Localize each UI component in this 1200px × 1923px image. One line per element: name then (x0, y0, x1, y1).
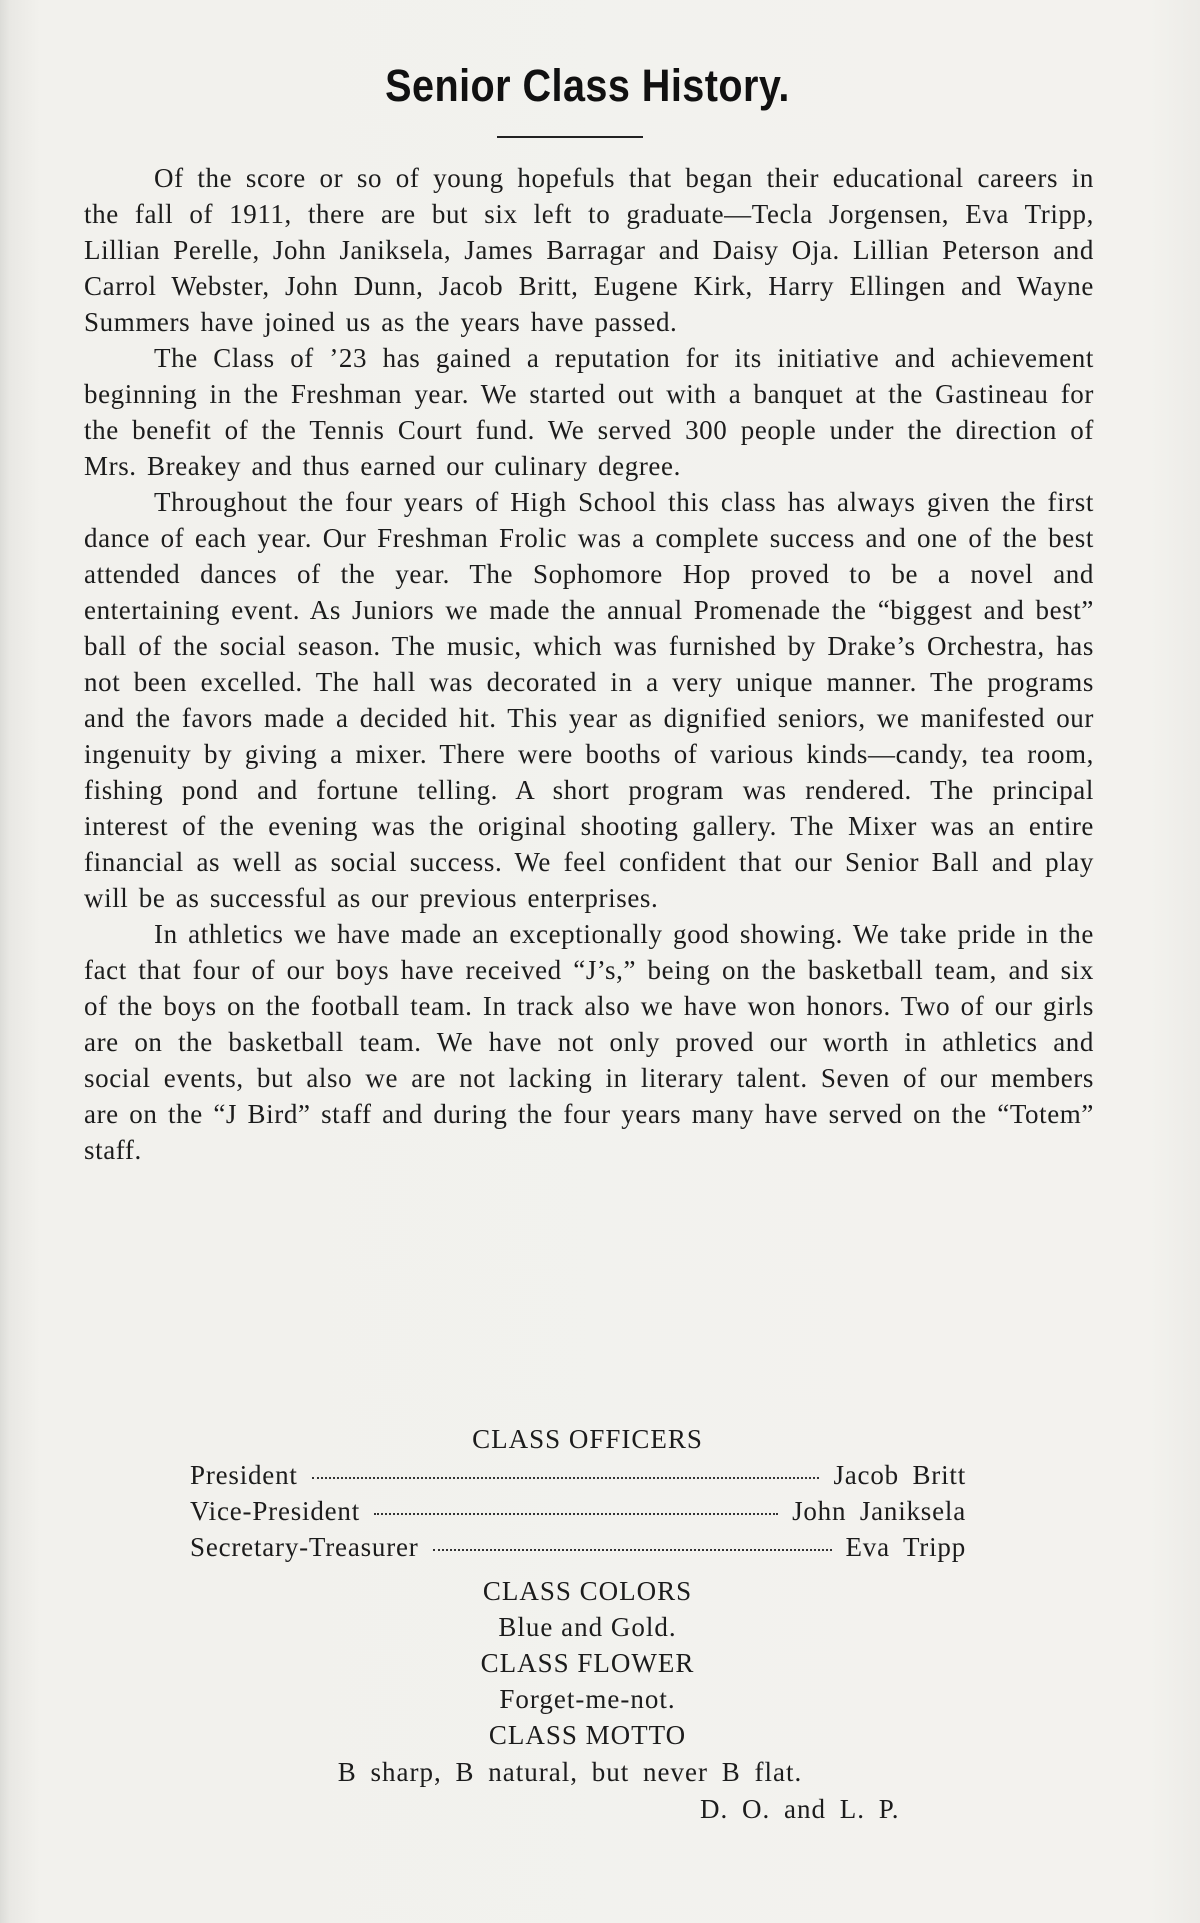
author-initials: D. O. and L. P. (700, 1794, 900, 1824)
title-underline (497, 136, 643, 138)
officer-role: Vice-President (190, 1496, 361, 1526)
paragraph-1: Of the score or so of young hopefuls that began their educational careers in the fall of 1911, there are but six left to graduate—Tecla Jorgensen, Eva Tripp, Lillian Perelle, John Janiksela, James Barragar and Daisy Oja. Lillian Peterson and Carrol Webster, John Dunn, Jacob Britt, Eugene Kirk, Harry Ellingen and Wayne Summers have joined us as the years have passed. (84, 163, 1094, 337)
paragraph-4: In athletics we have made an exceptionally good showing. We take pride in the fact that four of our boys have received “J’s,” being on the basketball team, and six of the boys on the football team. In track also we have won honors. Two of our girls are on the basketball team. We have not only proved our worth in athletics and social events, but also we are not lacking in literary talent. Seven of our members are on the “J Bird” staff and during the four years many have served on the “Totem” staff. (84, 919, 1094, 1165)
officer-role: Secretary-Treasurer (190, 1532, 419, 1562)
class-flower-heading: CLASS FLOWER (480, 1648, 695, 1678)
class-motto-heading: CLASS MOTTO (488, 1720, 687, 1750)
leader-dots (374, 1513, 778, 1515)
class-flower-value: Forget-me-not. (499, 1684, 676, 1714)
officer-row-secretary-treasurer (190, 1532, 966, 1568)
leader-dots (433, 1549, 832, 1551)
officer-role: President (190, 1460, 298, 1490)
history-body (84, 160, 1094, 1168)
officer-name: Eva Tripp (845, 1532, 966, 1562)
class-motto-value: B sharp, B natural, but never B flat. (337, 1757, 803, 1787)
officer-row-vice-president (190, 1496, 966, 1532)
page-title: Senior Class History. (385, 60, 790, 111)
officer-name: Jacob Britt (833, 1460, 966, 1490)
paragraph-3: Throughout the four years of High School this class has always given the first dance of each year. Our Freshman Frolic was a complete success and one of the best attended dances of the year. The Sophomore Hop proved to be a novel and entertaining event. As Juniors we made the annual Promenade the “biggest and best” ball of the social season. The music, which was furnished by Drake’s Orchestra, has not been excelled. The hall was decorated in a very unique manner. The programs and the favors made a decided hit. This year as dignified seniors, we manifested our ingenuity by giving a mixer. There were booths of various kinds—candy, tea room, fishing pond and fortune telling. A short program was rendered. The principal interest of the evening was the original shooting gallery. The Mixer was an entire financial as well as social success. We feel confident that our Senior Ball and play will be as successful as our previous enterprises. (84, 487, 1094, 913)
class-colors-value: Blue and Gold. (498, 1612, 677, 1642)
leader-dots (312, 1477, 820, 1479)
class-officers-heading: CLASS OFFICERS (472, 1424, 703, 1454)
paragraph-2: The Class of ’23 has gained a reputation for its initiative and achievement beginning in the Freshman year. We started out with a banquet at the Gastineau for the benefit of the Tennis Court fund. We served 300 people under the direction of Mrs. Breakey and thus earned our culinary degree. (84, 343, 1094, 481)
officer-row-president (190, 1460, 966, 1496)
class-colors-heading: CLASS COLORS (482, 1576, 693, 1606)
officer-name: John Janiksela (792, 1496, 966, 1526)
